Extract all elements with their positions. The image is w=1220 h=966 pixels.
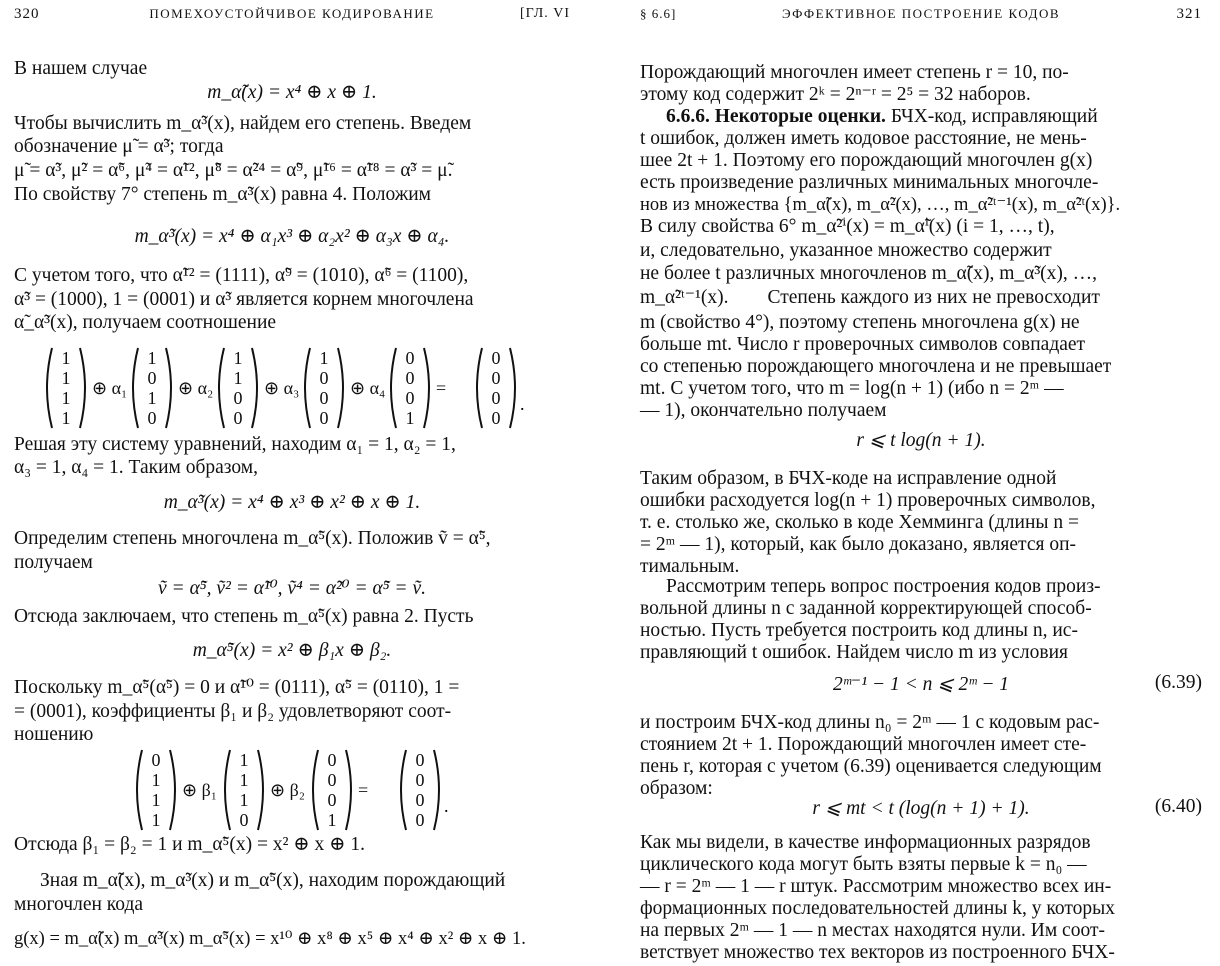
text-line: формационных последовательностей длины k, у которых	[640, 898, 1115, 919]
running-head-right	[640, 6, 1202, 30]
text-line: ветствует множество тех векторов из построенного БЧХ-	[640, 942, 1115, 963]
matrix-entry: 1	[61, 388, 71, 408]
text-line: α₃ = 1, α₄ = 1. Таким образом,	[14, 457, 258, 478]
right-paren	[170, 750, 175, 830]
text-line: Зная m_α̃(x), m_α̃³(x) и m_α̃⁵(x), находим порождающий	[40, 870, 506, 891]
matrix-operator: ⊕ α₃	[264, 378, 300, 398]
formula: g(x) = m_α̃(x) m_α̃³(x) m_α̃⁵(x) = x¹⁰ ⊕ x⁸ ⊕ x⁵ ⊕ x⁴ ⊕ x² ⊕ x ⊕ 1.	[14, 929, 526, 949]
matrix-entry: 0	[491, 368, 501, 388]
right-paren	[338, 348, 343, 428]
text-line: ошибки расходуется log(n + 1) проверочных символов,	[640, 490, 1096, 511]
matrix-entry: 0	[415, 770, 425, 790]
right-paren	[434, 750, 439, 830]
matrix-equation-1-svg	[14, 340, 570, 440]
left-paren	[219, 348, 224, 428]
left-paren	[47, 348, 52, 428]
right-page	[640, 0, 1202, 966]
equation-number: (6.40)	[1154, 796, 1202, 817]
text-line: Рассмотрим теперь вопрос построения кодов произ-	[666, 576, 1101, 597]
text-line: ношению	[14, 724, 94, 745]
matrix-entry: 1	[61, 348, 71, 368]
matrix-entry: 1	[151, 770, 161, 790]
subsection-line	[640, 106, 1202, 129]
matrix-entry: 0	[319, 388, 329, 408]
text-line: Отсюда β₁ = β₂ = 1 и m_α̃⁵(x) = x² ⊕ x ⊕ 1.	[14, 834, 365, 855]
text-line: этому код содержит 2ᵏ = 2ⁿ⁻ʳ = 2⁵ = 32 наборов.	[640, 84, 1031, 105]
text-line: нов из множества {m_α̃(x), m_α̃²(x), …, m_α̃²ᵗ⁻¹(x), m_α̃²ᵗ(x)}.	[640, 195, 1121, 215]
left-paren	[391, 348, 396, 428]
matrix-entry: 0	[327, 790, 337, 810]
matrix-entry: 0	[233, 408, 243, 428]
matrix-entry: 1	[239, 750, 249, 770]
matrix-entry: 0	[491, 348, 501, 368]
matrix-operator: ⊕ α₂	[178, 378, 214, 398]
section-ref: § 6.6]	[640, 6, 677, 21]
text-line: Решая эту систему уравнений, находим α₁ = 1, α₂ = 1,	[14, 434, 456, 455]
matrix-entry: 1	[151, 790, 161, 810]
text-fragment: БЧХ-код, исправляющий	[890, 106, 1098, 127]
text-line: обозначение μ̃ = α̃³; тогда	[14, 136, 224, 157]
text-line: больше mt. Число r проверочных символов совпадает	[640, 334, 1086, 355]
matrix-entry: 1	[147, 348, 157, 368]
left-paren	[133, 348, 138, 428]
matrix-entry: 0	[319, 408, 329, 428]
text-line: В силу свойства 6° m_α̃²ⁱ(x) = m_α̃ⁱ(x) (i = 1, …, t),	[640, 216, 1055, 237]
right-paren	[346, 750, 351, 830]
text-line: многочлен кода	[14, 894, 144, 915]
right-paren	[166, 348, 171, 428]
text-line: Чтобы вычислить m_α̃³(x), найдем его степень. Введем	[14, 113, 472, 134]
text-line: со степенью порождающего многочлена и не превышает	[640, 356, 1112, 377]
left-paren	[313, 750, 318, 830]
text-line: — 1), окончательно получаем	[640, 400, 887, 421]
formula-body: 2ᵐ⁻¹ − 1 < n ⩽ 2ᵐ − 1	[833, 674, 1009, 695]
matrix-entry: 1	[61, 368, 71, 388]
formula: m_α̃(x) = x⁴ ⊕ x ⊕ 1.	[207, 82, 377, 103]
formula: μ̃ = α̃³, μ̃² = α̃⁶, μ̃⁴ = α̃¹², μ̃⁸ = α̃²⁴ = α̃⁹, μ̃¹⁶ = α̃¹⁸ = α̃³ = μ̃.	[14, 160, 453, 181]
text-line: стоянием 2t + 1. Порождающий многочлен имеет сте-	[640, 734, 1087, 755]
running-title: ПОМЕХОУСТОЙЧИВОЕ КОДИРОВАНИЕ	[149, 6, 435, 21]
matrix-equation-2	[14, 742, 570, 842]
left-paren	[305, 348, 310, 428]
left-paren	[225, 750, 230, 830]
text-line: = (0001), коэффициенты β₁ и β₂ удовлетворяют соот-	[14, 701, 452, 722]
matrix-operator: ⊕ α₄	[350, 378, 386, 398]
text-line: Как мы видели, в качестве информационных разрядов	[640, 832, 1091, 853]
text-line: и построим БЧХ-код длины n₀ = 2ᵐ — 1 с кодовым рас-	[640, 712, 1100, 733]
text-line: По свойству 7° степень m_α̃³(x) равна 4. Положим	[14, 184, 432, 205]
matrix-entry: 0	[415, 790, 425, 810]
left-paren	[477, 348, 482, 428]
subsection-heading: 6.6.6. Некоторые оценки.	[666, 106, 886, 127]
text-line: m (свойство 4°), поэтому степень многочлена g(x) не	[640, 312, 1080, 333]
matrix-entry: 1	[239, 790, 249, 810]
matrix-entry: 0	[415, 810, 425, 830]
matrix-entry: 0	[327, 770, 337, 790]
text-line: на первых 2ᵐ — 1 — n местах находятся нули. Им соот-	[640, 920, 1105, 941]
formula: r ⩽ t log(n + 1).	[856, 430, 986, 451]
matrix-entry: 0	[319, 368, 329, 388]
matrix-entry: 0	[239, 810, 249, 830]
matrix-entry: 1	[405, 408, 415, 428]
text-line: Порождающий многочлен имеет степень r = 10, по-	[640, 62, 1069, 83]
chapter-ref: [ГЛ. VI	[520, 6, 570, 21]
formula	[640, 672, 1202, 696]
running-head-left	[14, 6, 570, 30]
formula: m_α̃⁵(x) = x² ⊕ β₁x ⊕ β₂.	[192, 640, 392, 661]
matrix-operator: =	[358, 780, 369, 800]
text-line: шее 2t + 1. Поэтому его порождающий многочлен g(x)	[640, 150, 1093, 171]
text-line: С учетом того, что α̃¹² = (1111), α̃⁹ = (1010), α̃⁶ = (1100),	[14, 265, 469, 286]
matrix-entry: 0	[233, 388, 243, 408]
matrix-entry: 1	[327, 810, 337, 830]
text-line: циклического кода могут быть взяты первые k = n₀ —	[640, 854, 1087, 875]
matrix-entry: 1	[151, 810, 161, 830]
text-line: правляющий t ошибок. Найдем число m из условия	[640, 642, 1068, 663]
text-line: mt. С учетом того, что m = log(n + 1) (ибо n = 2ᵐ —	[640, 378, 1064, 399]
left-paren	[137, 750, 142, 830]
matrix-entry: 0	[405, 348, 415, 368]
matrix-equation-1	[14, 340, 570, 440]
matrix-entry: 0	[147, 408, 157, 428]
matrix-entry: 1	[147, 388, 157, 408]
text-line: = 2ᵐ — 1), который, как было доказано, является оп-	[640, 534, 1076, 555]
left-page	[14, 0, 570, 966]
right-paren	[510, 348, 515, 428]
formula: m_α̃³(x) = x⁴ ⊕ x³ ⊕ x² ⊕ x ⊕ 1.	[163, 492, 421, 513]
right-paren	[80, 348, 85, 428]
matrix-operator: =	[436, 378, 447, 398]
page-number: 320	[14, 6, 40, 22]
text-line: пень r, которая с учетом (6.39) оценивается следующим	[640, 756, 1102, 777]
matrix-entry: 0	[405, 368, 415, 388]
text-line: m_α̃²ᵗ⁻¹(x). Степень каждого из них не превосходит	[640, 287, 1100, 308]
formula	[640, 796, 1202, 820]
text-line: ностью. Пусть требуется построить код длины n, ис-	[640, 620, 1078, 641]
matrix-entry: 1	[319, 348, 329, 368]
formula: ṽ = α̃⁵, ṽ² = α̃¹⁰, ṽ⁴ = α̃²⁰ = α̃⁵ = ṽ.	[158, 578, 426, 599]
text-line: тимальным.	[640, 556, 740, 577]
text-line: Таким образом, в БЧХ-коде на исправление одной	[640, 468, 1057, 489]
formula: m_α̃³(x) = x⁴ ⊕ α₁x³ ⊕ α₂x² ⊕ α₃x ⊕ α₄.	[134, 226, 450, 247]
text-line: вольной длины n с заданной корректирующей способ-	[640, 598, 1092, 619]
formula-body: r ⩽ mt < t (log(n + 1) + 1).	[812, 798, 1030, 819]
text-line: Отсюда заключаем, что степень m_α̃⁵(x) равна 2. Пусть	[14, 606, 474, 627]
text-line: т. е. столько же, сколько в коде Хемминга (длины n =	[640, 512, 1079, 533]
matrix-operator: ⊕ β₁	[182, 780, 218, 800]
matrix-entry: 1	[233, 348, 243, 368]
matrix-entry: 1	[61, 408, 71, 428]
matrix-entry: 0	[327, 750, 337, 770]
right-paren	[258, 750, 263, 830]
running-title: ЭФФЕКТИВНОЕ ПОСТРОЕНИЕ КОДОВ	[781, 6, 1060, 21]
equation-number: (6.39)	[1154, 672, 1202, 693]
matrix-terminator: .	[444, 796, 449, 816]
right-paren	[252, 348, 257, 428]
matrix-entry: 0	[151, 750, 161, 770]
text-line: В нашем случае	[14, 58, 148, 79]
text-line: — r = 2ᵐ — 1 — r штук. Рассмотрим множество всех ин-	[640, 876, 1112, 897]
left-paren	[401, 750, 406, 830]
matrix-equation-2-svg	[14, 742, 570, 842]
matrix-entry: 1	[233, 368, 243, 388]
text-line: образом:	[640, 778, 713, 799]
matrix-operator: ⊕ β₂	[270, 780, 306, 800]
text-line: Поскольку m_α̃⁵(α̃⁵) = 0 и α̃¹⁰ = (0111), α̃⁵ = (0110), 1 =	[14, 677, 460, 698]
matrix-entry: 0	[415, 750, 425, 770]
matrix-entry: 0	[491, 408, 501, 428]
text-line: получаем	[14, 552, 93, 573]
text-line: t ошибок, должен иметь кодовое расстояние, не мень-	[640, 128, 1087, 149]
right-paren	[424, 348, 429, 428]
text-line: α̃_α̃³(x), получаем соотношение	[14, 312, 277, 333]
matrix-operator: ⊕ α₁	[92, 378, 128, 398]
matrix-terminator: .	[520, 394, 525, 414]
text-line: α̃³ = (1000), 1 = (0001) и α̃³ является корнем многочлена	[14, 289, 474, 310]
text-line: не более t различных многочленов m_α̃(x), m_α̃³(x), …,	[640, 263, 1098, 284]
matrix-entry: 0	[405, 388, 415, 408]
page-number: 321	[1176, 6, 1202, 22]
text-line: есть произведение различных минимальных многочле-	[640, 172, 1099, 193]
text-line: и, следовательно, указанное множество содержит	[640, 240, 1052, 261]
matrix-entry: 1	[239, 770, 249, 790]
text-line: Определим степень многочлена m_α̃⁵(x). Положив ṽ = α̃⁵,	[14, 528, 491, 549]
matrix-entry: 0	[491, 388, 501, 408]
matrix-entry: 0	[147, 368, 157, 388]
